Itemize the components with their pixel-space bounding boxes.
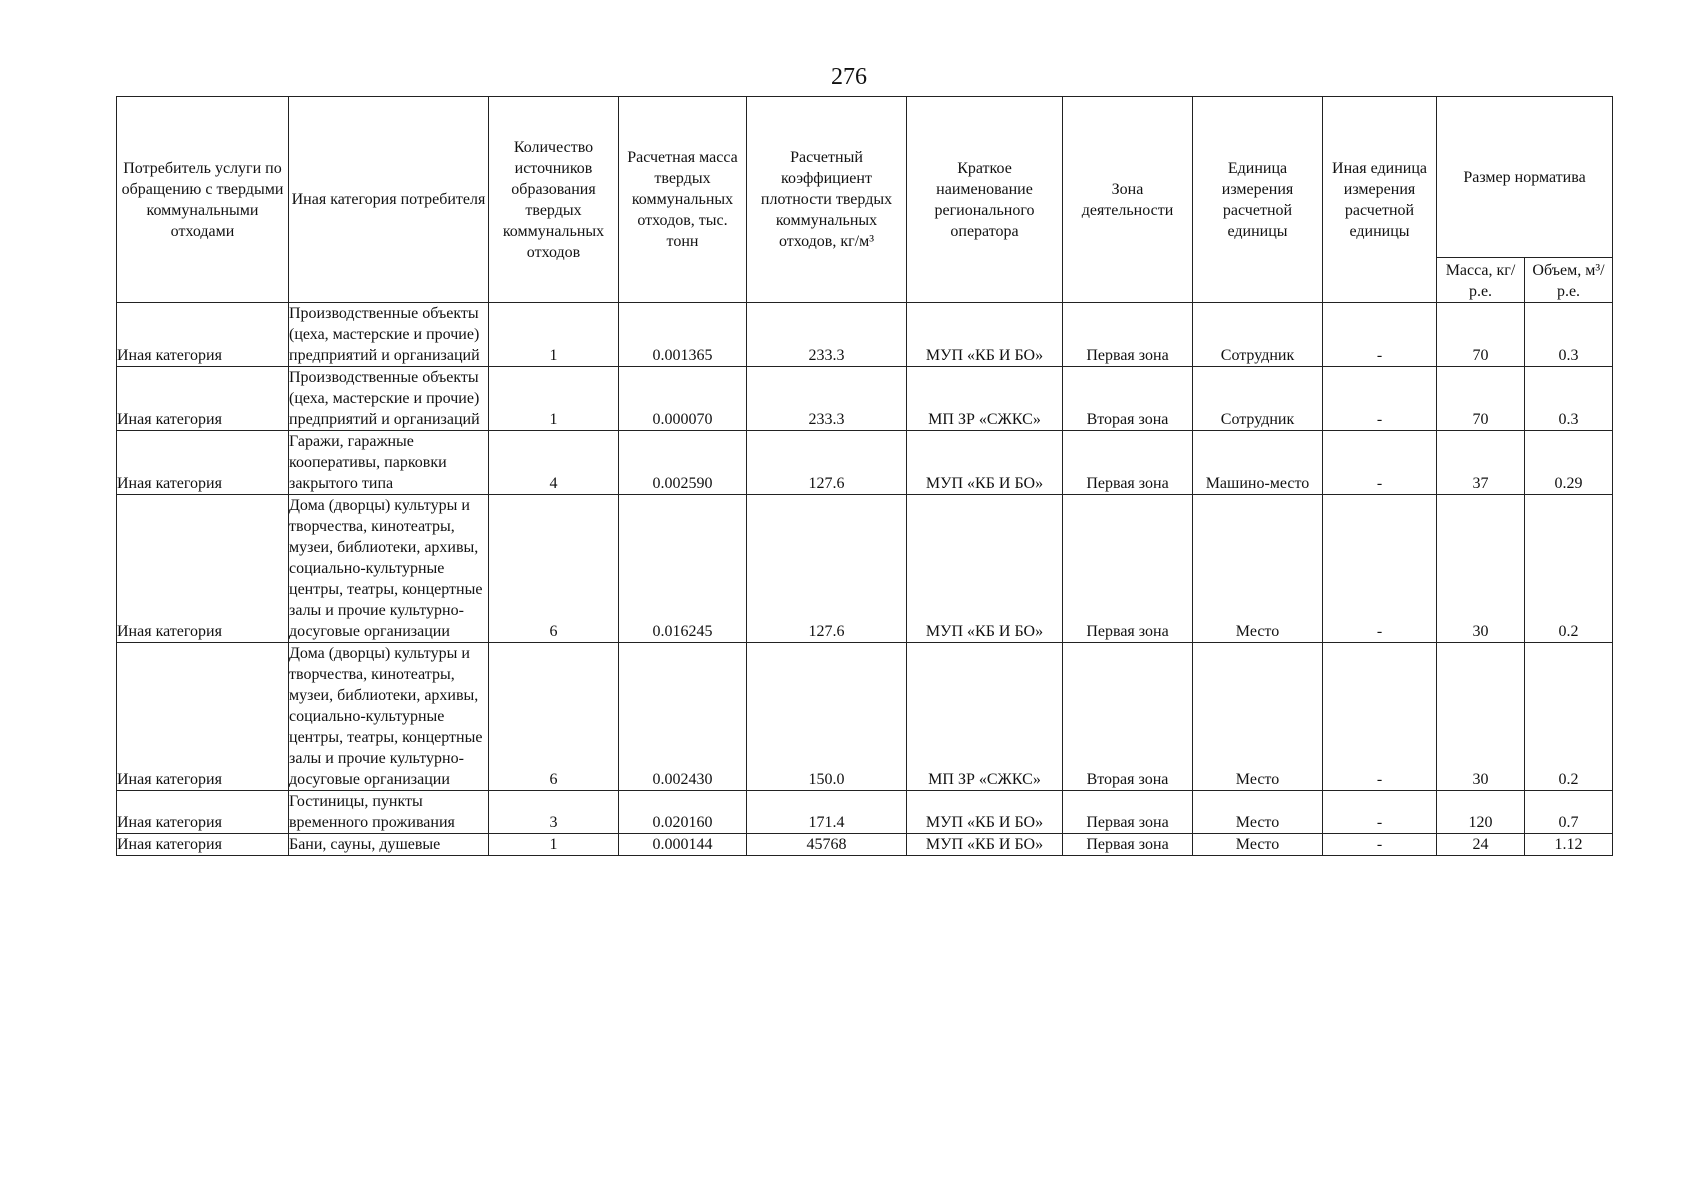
cell-operator: МУП «КБ И БО» bbox=[907, 431, 1063, 495]
cell-consumer: Иная категория bbox=[117, 834, 289, 856]
header-density: Расчетный коэффициент плотности твердых коммунальных отходов, кг/м³ bbox=[747, 97, 907, 303]
header-norm: Размер норматива bbox=[1437, 97, 1613, 258]
table-row bbox=[117, 367, 1613, 431]
header-mass: Расчетная масса твердых коммунальных отходов, тыс. тонн bbox=[619, 97, 747, 303]
cell-density: 171.4 bbox=[747, 791, 907, 834]
cell-sources: 1 bbox=[489, 303, 619, 367]
table-row bbox=[117, 431, 1613, 495]
cell-unit: Место bbox=[1193, 791, 1323, 834]
cell-density: 233.3 bbox=[747, 367, 907, 431]
cell-consumer: Иная категория bbox=[117, 791, 289, 834]
cell-other-category: Гостиницы, пункты временного проживания bbox=[289, 791, 489, 834]
header-operator: Краткое наименование регионального оператора bbox=[907, 97, 1063, 303]
cell-mass: 0.002590 bbox=[619, 431, 747, 495]
cell-norm-mass: 120 bbox=[1437, 791, 1525, 834]
cell-sources: 4 bbox=[489, 431, 619, 495]
cell-zone: Вторая зона bbox=[1063, 643, 1193, 791]
cell-other-category: Гаражи, гаражные кооперативы, парковки закрытого типа bbox=[289, 431, 489, 495]
cell-mass: 0.000144 bbox=[619, 834, 747, 856]
cell-sources: 1 bbox=[489, 367, 619, 431]
cell-density: 150.0 bbox=[747, 643, 907, 791]
cell-other-unit: - bbox=[1323, 495, 1437, 643]
table-row bbox=[117, 303, 1613, 367]
cell-norm-volume: 0.2 bbox=[1525, 495, 1613, 643]
cell-other-category: Производственные объекты (цеха, мастерские и прочие) предприятий и организаций bbox=[289, 367, 489, 431]
cell-mass: 0.000070 bbox=[619, 367, 747, 431]
cell-other-unit: - bbox=[1323, 643, 1437, 791]
cell-other-unit: - bbox=[1323, 431, 1437, 495]
header-zone: Зона деятельности bbox=[1063, 97, 1193, 303]
cell-zone: Первая зона bbox=[1063, 495, 1193, 643]
cell-norm-mass: 70 bbox=[1437, 303, 1525, 367]
cell-norm-mass: 24 bbox=[1437, 834, 1525, 856]
cell-consumer: Иная категория bbox=[117, 643, 289, 791]
cell-zone: Первая зона bbox=[1063, 791, 1193, 834]
cell-other-unit: - bbox=[1323, 303, 1437, 367]
cell-zone: Вторая зона bbox=[1063, 367, 1193, 431]
cell-operator: МУП «КБ И БО» bbox=[907, 495, 1063, 643]
cell-norm-mass: 30 bbox=[1437, 495, 1525, 643]
waste-norms-table bbox=[116, 96, 1613, 856]
header-other-unit: Иная единица измерения расчетной единицы bbox=[1323, 97, 1437, 303]
cell-density: 45768 bbox=[747, 834, 907, 856]
header-other-category: Иная категория потребителя bbox=[289, 97, 489, 303]
cell-density: 127.6 bbox=[747, 495, 907, 643]
cell-norm-mass: 70 bbox=[1437, 367, 1525, 431]
cell-other-category: Дома (дворцы) культуры и творчества, кинотеатры, музеи, библиотеки, архивы, социально-культурные центры, театры, концертные залы и прочие культурно-досуговые организации bbox=[289, 495, 489, 643]
cell-mass: 0.002430 bbox=[619, 643, 747, 791]
cell-other-unit: - bbox=[1323, 367, 1437, 431]
header-consumer: Потребитель услуги по обращению с твердыми коммунальными отходами bbox=[117, 97, 289, 303]
cell-norm-volume: 0.2 bbox=[1525, 643, 1613, 791]
cell-sources: 3 bbox=[489, 791, 619, 834]
cell-operator: МУП «КБ И БО» bbox=[907, 791, 1063, 834]
cell-zone: Первая зона bbox=[1063, 303, 1193, 367]
cell-mass: 0.020160 bbox=[619, 791, 747, 834]
cell-density: 233.3 bbox=[747, 303, 907, 367]
cell-density: 127.6 bbox=[747, 431, 907, 495]
header-row bbox=[117, 97, 1613, 258]
cell-sources: 1 bbox=[489, 834, 619, 856]
cell-operator: МП ЗР «СЖКС» bbox=[907, 367, 1063, 431]
header-norm-mass: Масса, кг/р.е. bbox=[1437, 258, 1525, 303]
cell-norm-volume: 0.29 bbox=[1525, 431, 1613, 495]
table-row bbox=[117, 495, 1613, 643]
header-sources-count: Количество источников образования твердых коммунальных отходов bbox=[489, 97, 619, 303]
cell-consumer: Иная категория bbox=[117, 303, 289, 367]
header-norm-volume: Объем, м³/р.е. bbox=[1525, 258, 1613, 303]
cell-other-category: Производственные объекты (цеха, мастерские и прочие) предприятий и организаций bbox=[289, 303, 489, 367]
cell-zone: Первая зона bbox=[1063, 431, 1193, 495]
cell-unit: Место bbox=[1193, 495, 1323, 643]
table-row bbox=[117, 643, 1613, 791]
header-unit: Единица измерения расчетной единицы bbox=[1193, 97, 1323, 303]
cell-norm-mass: 30 bbox=[1437, 643, 1525, 791]
cell-sources: 6 bbox=[489, 495, 619, 643]
cell-unit: Место bbox=[1193, 834, 1323, 856]
cell-consumer: Иная категория bbox=[117, 495, 289, 643]
cell-zone: Первая зона bbox=[1063, 834, 1193, 856]
table-row bbox=[117, 834, 1613, 856]
cell-norm-volume: 0.3 bbox=[1525, 367, 1613, 431]
cell-operator: МП ЗР «СЖКС» bbox=[907, 643, 1063, 791]
cell-norm-volume: 0.7 bbox=[1525, 791, 1613, 834]
table-row bbox=[117, 791, 1613, 834]
cell-operator: МУП «КБ И БО» bbox=[907, 303, 1063, 367]
cell-norm-volume: 0.3 bbox=[1525, 303, 1613, 367]
cell-norm-mass: 37 bbox=[1437, 431, 1525, 495]
cell-mass: 0.001365 bbox=[619, 303, 747, 367]
cell-consumer: Иная категория bbox=[117, 367, 289, 431]
cell-unit: Сотрудник bbox=[1193, 303, 1323, 367]
cell-unit: Сотрудник bbox=[1193, 367, 1323, 431]
cell-unit: Машино-место bbox=[1193, 431, 1323, 495]
cell-other-category: Бани, сауны, душевые bbox=[289, 834, 489, 856]
cell-norm-volume: 1.12 bbox=[1525, 834, 1613, 856]
cell-other-category: Дома (дворцы) культуры и творчества, кинотеатры, музеи, библиотеки, архивы, социально-культурные центры, театры, концертные залы и прочие культурно-досуговые организации bbox=[289, 643, 489, 791]
cell-mass: 0.016245 bbox=[619, 495, 747, 643]
page-number: 276 bbox=[831, 64, 867, 90]
cell-unit: Место bbox=[1193, 643, 1323, 791]
cell-consumer: Иная категория bbox=[117, 431, 289, 495]
cell-other-unit: - bbox=[1323, 791, 1437, 834]
cell-sources: 6 bbox=[489, 643, 619, 791]
cell-operator: МУП «КБ И БО» bbox=[907, 834, 1063, 856]
cell-other-unit: - bbox=[1323, 834, 1437, 856]
